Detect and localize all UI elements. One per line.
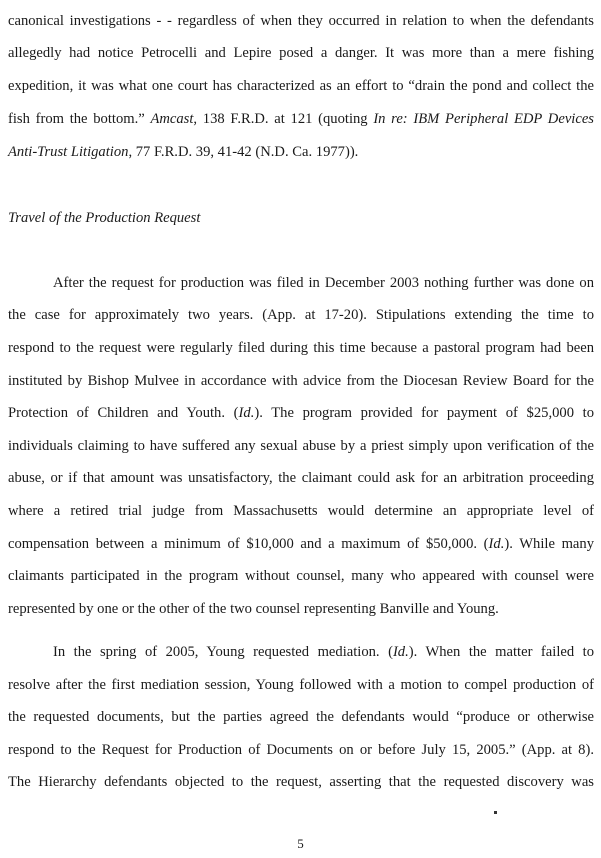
- case-citation: In re: IBM Peripheral EDP Devices: [373, 111, 594, 127]
- text-line: After the request for production was filed in December 2003 nothing further was done on: [53, 275, 594, 291]
- text-line: respond to the Request for Production of Documents on or before July 15, 2005.” (App. at 8).: [8, 742, 594, 758]
- id-citation: Id.: [238, 405, 255, 421]
- text-line-citation: [8, 143, 594, 161]
- id-citation: Id.: [392, 644, 409, 660]
- text-span: ). When the matter failed to: [408, 644, 594, 660]
- text-span: In the spring of 2005, Young requested mediation. (: [53, 644, 393, 660]
- scan-artifact: [494, 811, 497, 814]
- text-line-citation: [8, 535, 594, 553]
- text-line: represented by one or the other of the two counsel representing Banville and Young.: [8, 601, 499, 617]
- text-line: the case for approximately two years. (App. at 17-20). Stipulations extending the time to: [8, 307, 594, 323]
- text-span: ). While many: [504, 536, 594, 552]
- text-line: The Hierarchy defendants objected to the request, asserting that the requested discovery was: [8, 774, 594, 790]
- text-line: allegedly had notice Petrocelli and Lepire posed a danger. It was more than a mere fishing: [8, 45, 594, 61]
- text-line: instituted by Bishop Mulvee in accordance with advice from the Diocesan Review Board for the: [8, 373, 594, 389]
- page-number: 5: [297, 836, 304, 851]
- text-line: canonical investigations - - regardless of when they occurred in relation to when the defendants: [8, 13, 594, 29]
- text-line: expedition, it was what one court has characterized as an effort to “drain the pond and collect the: [8, 78, 594, 94]
- case-citation: Anti-Trust Litigation: [8, 144, 129, 160]
- case-citation: Amcast: [150, 111, 194, 127]
- text-span: , 77 F.R.D. 39, 41-42 (N.D. Ca. 1977)).: [128, 144, 359, 160]
- text-line: respond to the request were regularly filed during this time because a pastoral program had been: [8, 340, 594, 356]
- text-line: abuse, or if that amount was unsatisfactory, the claimant could ask for an arbitration proceeding: [8, 470, 594, 486]
- text-span: ). The program provided for payment of $25,000 to: [254, 405, 594, 421]
- text-span: Protection of Children and Youth. (: [8, 405, 239, 421]
- id-citation: Id.: [488, 536, 505, 552]
- text-line-citation: [8, 110, 594, 128]
- section-heading: Travel of the Production Request: [8, 210, 201, 226]
- text-line-citation: [53, 643, 594, 661]
- text-line: claimants participated in the program without counsel, many who appeared with counsel were: [8, 568, 594, 584]
- text-span: fish from the bottom.”: [8, 111, 151, 127]
- text-line: where a retired trial judge from Massachusetts would determine an appropriate level of: [8, 503, 594, 519]
- text-line-citation: [8, 404, 594, 422]
- text-span: compensation between a minimum of $10,000 and a maximum of $50,000. (: [8, 536, 489, 552]
- text-line: individuals claiming to have suffered any sexual abuse by a priest simply upon verification of the: [8, 438, 594, 454]
- text-line: resolve after the first mediation session, Young followed with a motion to compel production of: [8, 677, 594, 693]
- text-line: the requested documents, but the parties agreed the defendants would “produce or otherwise: [8, 709, 594, 725]
- text-span: , 138 F.R.D. at 121 (quoting: [193, 111, 374, 127]
